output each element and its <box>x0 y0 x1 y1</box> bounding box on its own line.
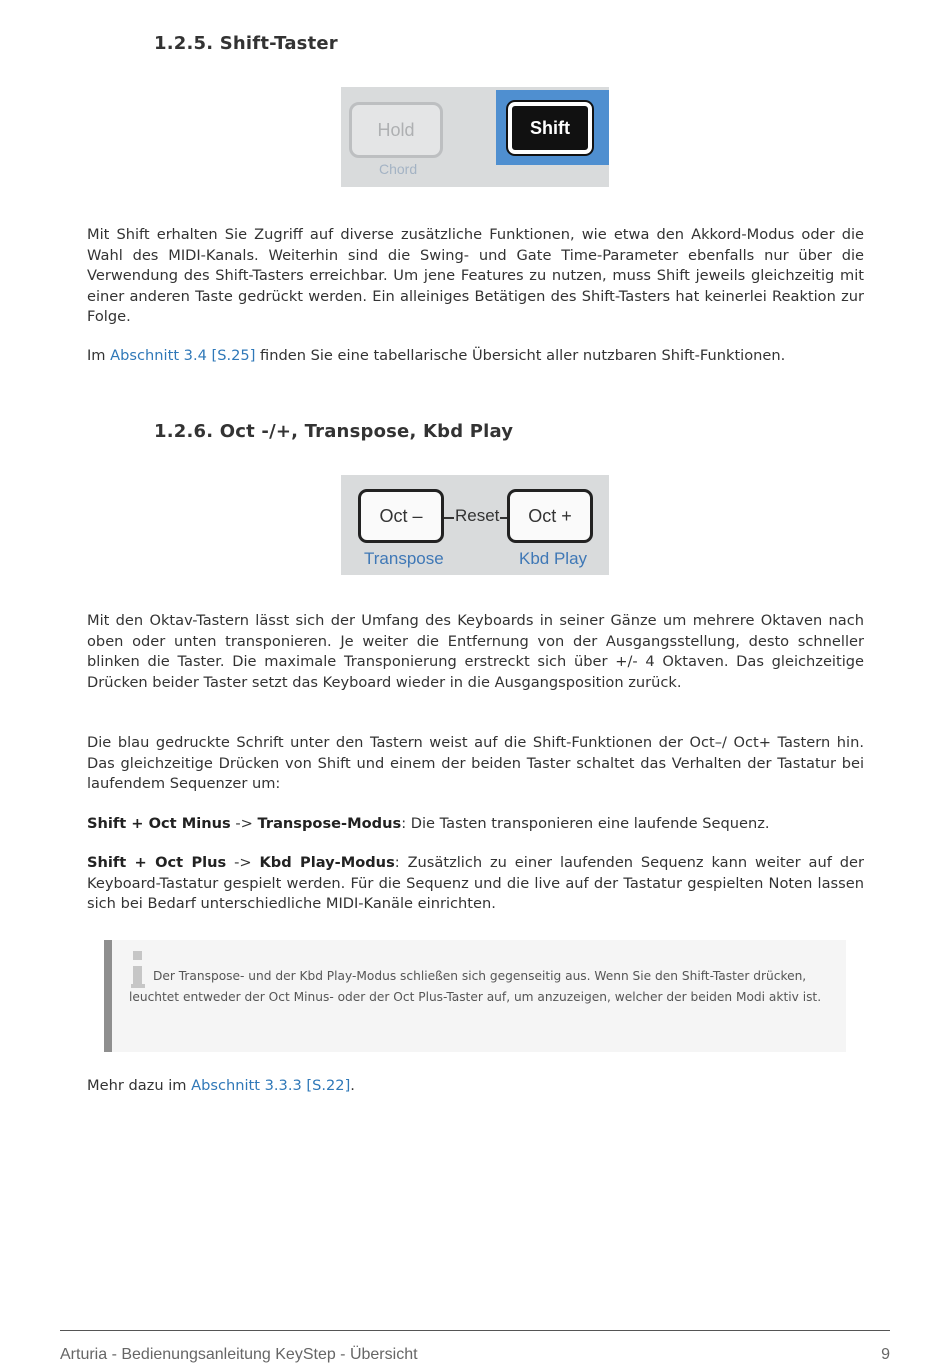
bold-text: Transpose-Modus <box>257 815 402 832</box>
info-note-text: Der Transpose- und der Kbd Play-Modus schließen sich gegenseitig aus. Wenn Sie den Shift-Taster drücken, leuchtet entweder der Oct Minus- oder der Oct Plus-Taster auf, um anzuzeigen, welcher der beiden Modi aktiv ist. <box>129 969 822 1004</box>
oct-paragraph-4 <box>87 853 864 915</box>
bold-text: Shift + Oct Plus <box>87 854 227 871</box>
text-span: : Die Tasten transponieren eine laufende Sequenz. <box>401 815 770 832</box>
text-span: Mehr dazu im <box>87 1077 192 1094</box>
oct-minus-button-image: Oct – <box>358 489 444 543</box>
shift-paragraph-2 <box>87 346 864 367</box>
shift-button-figure <box>341 87 609 187</box>
transpose-label: Transpose <box>364 549 444 568</box>
shift-paragraph-1: Mit Shift erhalten Sie Zugriff auf diverse zusätzliche Funktionen, wie etwa den Akkord-Modus oder die Wahl des MIDI-Kanals. Weiterhin sind die Swing- und Gate Time-Parameter ebenfalls nur über die Verwendung des Shift-Tasters erreichbar. Um jene Features zu nutzen, muss Shift jeweils gleichzeitig mit einer anderen Taste gedrückt werden. Ein alleiniges Betätigen des Shift-Tasters hat keinerlei Reaktion zur Folge. <box>87 226 864 326</box>
oct-buttons-figure <box>341 475 609 575</box>
oct-paragraph-2: Die blau gedruckte Schrift unter den Tastern weist auf die Shift-Funktionen der Oct–/ Oct+ Tastern hin. Das gleichzeitige Drücken von Shift und einem der beiden Taster schaltet das Verhalten der Tastatur bei laufendem Sequenzer um: <box>87 734 864 793</box>
footer-title: Arturia - Bedienungsanleitung KeyStep - Übersicht <box>60 1346 418 1363</box>
link-abschnitt-3-3-3[interactable]: Abschnitt 3.3.3 [S.22] <box>191 1077 351 1094</box>
link-abschnitt-3-4[interactable]: Abschnitt 3.4 [S.25] <box>110 347 256 364</box>
oct-plus-button-image: Oct + <box>507 489 593 543</box>
shift-button-image: Shift <box>508 102 592 154</box>
text-span: -> <box>226 854 260 871</box>
oct-paragraph-3 <box>87 814 864 835</box>
footer-divider <box>60 1330 890 1331</box>
bold-text: Shift + Oct Minus <box>87 815 231 832</box>
section-heading-shift: 1.2.5. Shift-Taster <box>154 33 338 54</box>
oct-paragraph-5 <box>87 1076 864 1097</box>
text-span: finden Sie eine tabellarische Übersicht aller nutzbaren Shift-Funktionen. <box>255 347 786 364</box>
section-heading-oct: 1.2.6. Oct -/+, Transpose, Kbd Play <box>154 421 514 442</box>
text-span: : Zusätzlich zu einer laufenden Sequenz kann weiter auf der Keyboard-Tastatur gespielt werden. Für die Sequenz und die live auf der Tastatur gespielten Noten lassen sich bei Bedarf unterschiedliche MIDI-Kanäle einrichten. <box>87 854 864 913</box>
text-span: -> <box>230 815 258 832</box>
page-number: 9 <box>881 1346 890 1363</box>
text-span: . <box>350 1077 355 1094</box>
info-note-box <box>104 940 846 1052</box>
chord-label: Chord <box>379 161 418 177</box>
hold-button-image: Hold <box>349 102 443 158</box>
bold-text: Kbd Play-Modus <box>259 854 395 871</box>
kbd-play-label: Kbd Play <box>519 549 588 568</box>
oct-paragraph-1: Mit den Oktav-Tastern lässt sich der Umfang des Keyboards in seiner Gänze um mehrere Oktaven nach oben oder unten transponieren. Je weiter die Entfernung von der Ausgangsstellung, desto schneller blinken die Taster. Die maximale Transponierung erstreckt sich über +/- 4 Oktaven. Das gleichzeitige Drücken beider Taster setzt das Keyboard wieder in die Ausgangsposition zurück. <box>87 612 864 691</box>
text-span: Im <box>87 347 111 364</box>
reset-label: Reset <box>455 506 500 525</box>
